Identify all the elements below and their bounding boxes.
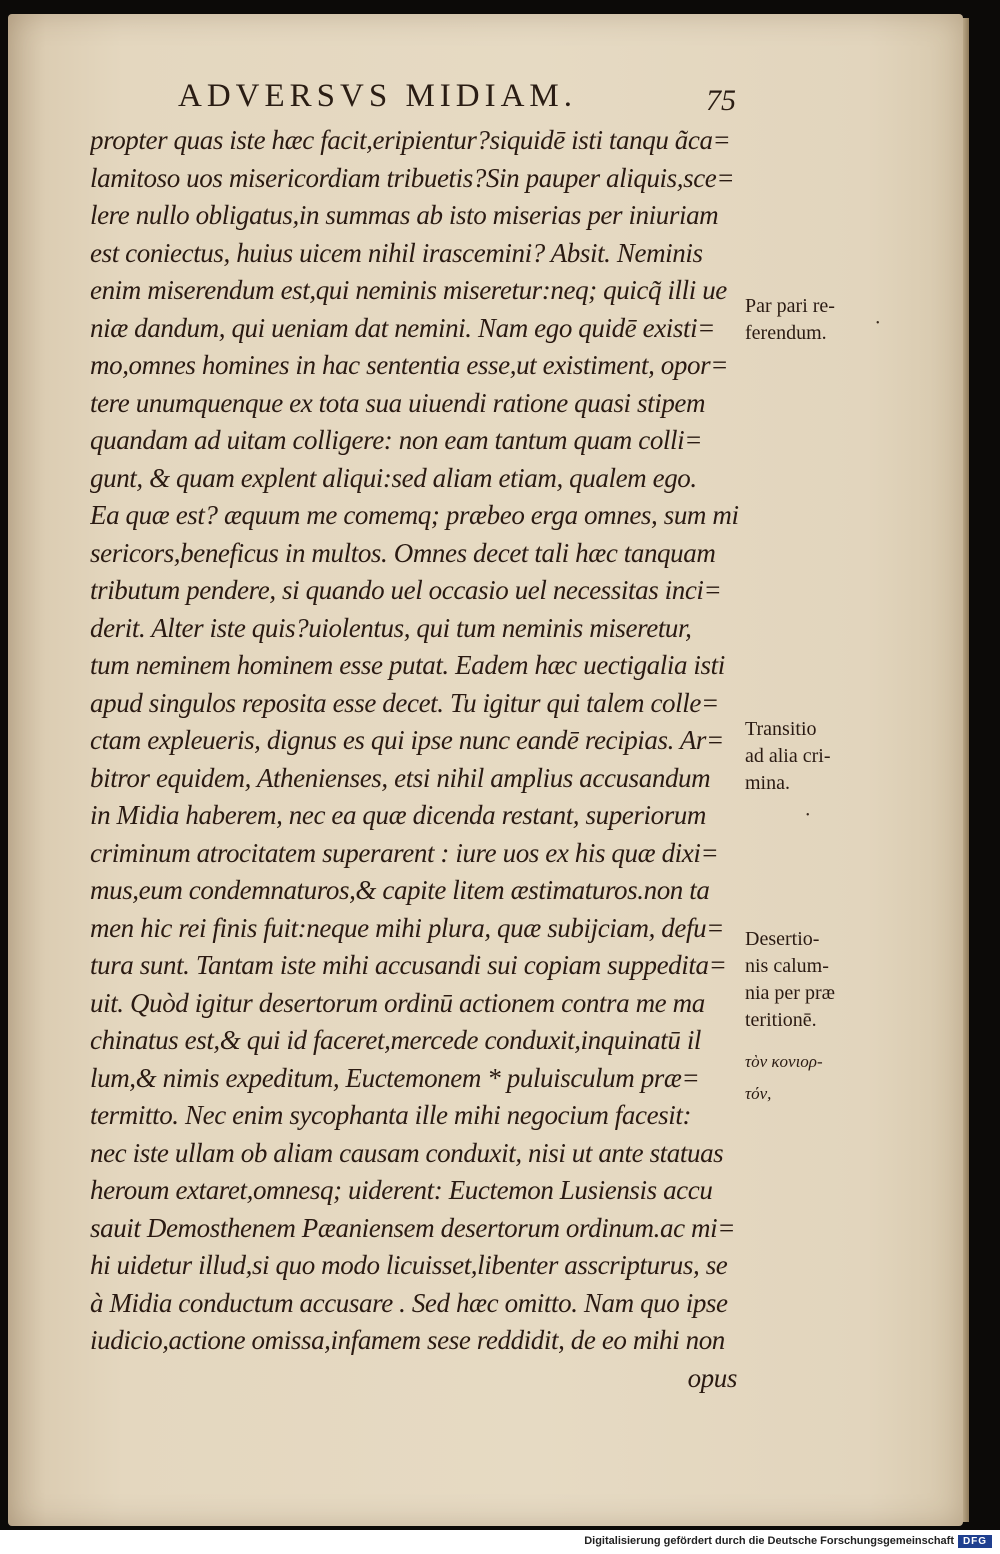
page-edge xyxy=(963,18,969,1522)
text-line: derit. Alter iste quis?uiolentus, qui tum neminis miseretur, xyxy=(90,612,692,643)
margin-note-transitio xyxy=(745,716,880,797)
dfg-logo: DFG xyxy=(958,1535,992,1548)
text-line: men hic rei finis fuit:neque mihi plura, quæ subijciam, defu= xyxy=(90,912,725,943)
margin-note-line: teritionē. xyxy=(745,1009,817,1031)
text-line: quandam ad uitam colligere: non eam tantum quam colli= xyxy=(90,425,703,455)
margin-note-line: Par pari re- xyxy=(745,295,835,317)
text-line: in Midia haberem, nec ea quæ dicenda restant, superiorum xyxy=(90,800,707,830)
margin-note-line: nia per præ xyxy=(745,982,835,1004)
text-line: mo,omnes homines in hac sententia esse,ut existiment, opor= xyxy=(90,350,729,380)
margin-note-line: τὸν κονιορ- xyxy=(745,1052,823,1071)
margin-note-line: nis calum- xyxy=(745,955,829,977)
text-line: iudicio,actione omissa,infamem sese reddidit, de eo mihi non xyxy=(90,1325,725,1355)
text-line: sauit Demosthenem Pæaniensem desertorum ordinum.ac mi= xyxy=(90,1212,736,1243)
margin-note-line: mina. xyxy=(745,772,790,794)
margin-note-par-pari xyxy=(745,293,880,347)
text-line: à Midia conductum accusare . Sed hæc omitto. Nam quo ipse xyxy=(90,1287,728,1318)
text-line: hi uidetur illud,si quo modo licuisset,libenter asscripturus, se xyxy=(90,1250,728,1280)
text-line: tributum pendere, si quando uel occasio uel necessitas inci= xyxy=(90,575,722,605)
text-line: niæ dandum, qui ueniam dat nemini. Nam ego quidē existi= xyxy=(90,312,716,343)
text-line: tere unumquenque ex tota sua uiuendi ratione quasi stipem xyxy=(90,387,706,418)
text-line: apud singulos reposita esse decet. Tu igitur qui talem colle= xyxy=(90,687,719,718)
running-head: ADVERSVS MIDIAM. xyxy=(178,78,578,114)
margin-note-line: Transitio xyxy=(745,718,817,740)
text-line: mus,eum condemnaturos,& capite litem æstimaturos.non ta xyxy=(90,875,710,905)
text-line: termitto. Nec enim sycophanta ille mihi negocium facesit: xyxy=(90,1100,692,1130)
margin-note-line: τόν, xyxy=(745,1084,772,1103)
text-line: tum neminem hominem esse putat. Eadem hæc uectigalia isti xyxy=(90,650,725,680)
text-line: heroum extaret,omnesq; uiderent: Euctemon Lusiensis accu xyxy=(90,1175,713,1205)
text-line: gunt, & quam explent aliqui:sed aliam etiam, qualem ego. xyxy=(90,462,697,493)
text-line: enim miserendum est,qui neminis miseretur:neq; quicq̃ illi ue xyxy=(90,275,727,305)
margin-note-line: Desertio- xyxy=(745,928,820,950)
text-line: Ea quæ est? æquum me comemq; præbeo erga omnes, sum mi xyxy=(90,500,739,530)
text-line: lamitoso uos misericordiam tribuetis?Sin pauper aliquis,sce= xyxy=(90,162,735,193)
ink-speck: • xyxy=(806,810,810,821)
text-line: nec iste ullam ob aliam causam conduxit, nisi ut ante statuas xyxy=(90,1137,724,1168)
text-line: propter quas iste hæc facit,eripientur?siquidē isti tanqu ãca= xyxy=(90,125,731,155)
margin-note-line: ferendum. xyxy=(745,322,827,344)
text-line: tura sunt. Tantam iste mihi accusandi sui copiam suppedita= xyxy=(90,950,727,980)
text-line: chinatus est,& qui id faceret,mercede conduxit,inquinatū il xyxy=(90,1025,702,1055)
text-line: ctam expleueris, dignus es qui ipse nunc eandē recipias. Ar= xyxy=(90,725,724,755)
catchword: opus xyxy=(687,1362,737,1393)
margin-note-desertionis xyxy=(745,926,880,1034)
text-line: bitror equidem, Athenienses, etsi nihil amplius accusandum xyxy=(90,762,711,793)
text-line: lum,& nimis expeditum, Euctemonem * puluisculum præ= xyxy=(90,1062,700,1093)
body-text xyxy=(90,122,745,1397)
ink-speck: • xyxy=(876,318,880,329)
margin-note-greek xyxy=(745,1046,880,1110)
text-line: criminum atrocitatem superarent : iure uos ex his quæ dixi= xyxy=(90,837,719,868)
page-number: 75 xyxy=(706,84,736,117)
margin-note-line: ad alia cri- xyxy=(745,745,831,767)
text-line: lere nullo obligatus,in summas ab isto miserias per iniuriam xyxy=(90,200,719,230)
text-line: est coniectus, huius uicem nihil irascemini? Absit. Neminis xyxy=(90,237,703,268)
text-line: uit. Quòd igitur desertorum ordinū actionem contra me ma xyxy=(90,987,705,1018)
footer-credit: Digitalisierung gefördert durch die Deutsche Forschungsgemeinschaft xyxy=(584,1535,954,1547)
text-line: sericors,beneficus in multos. Omnes decet tali hæc tanquam xyxy=(90,537,716,568)
